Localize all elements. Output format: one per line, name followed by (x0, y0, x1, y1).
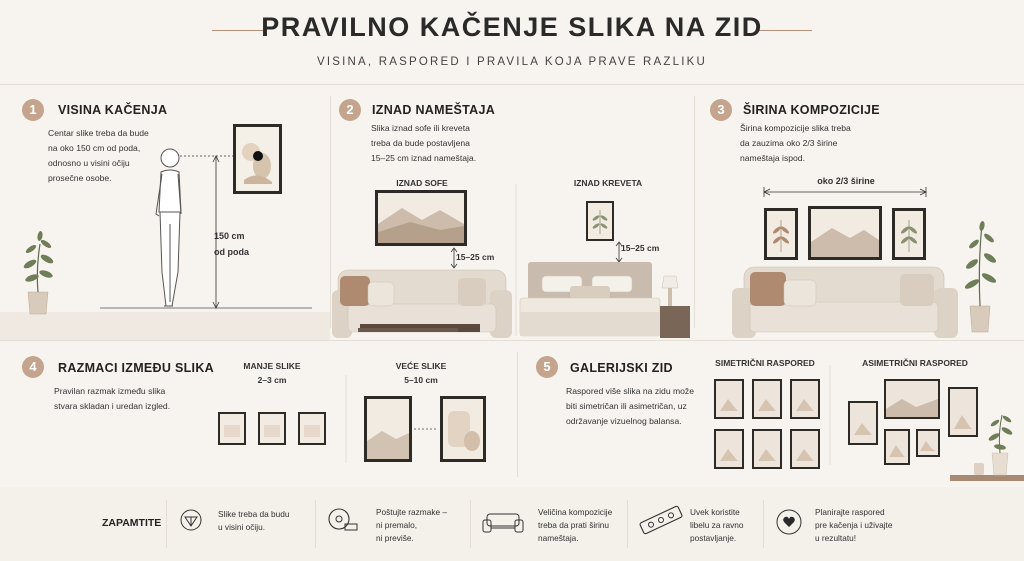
page-title: PRAVILNO KAČENJE SLIKA NA ZID (261, 12, 763, 42)
page-subtitle: VISINA, RASPORED I PRAVILA KOJA PRAVE RAZLIKU (317, 56, 707, 68)
text-line: biti simetričan ili asimetričan, uz (566, 401, 687, 411)
large-pictures-label: VEĆE SLIKE (395, 361, 447, 371)
text-line: Slike treba da budu (218, 509, 290, 519)
text-line: Veličina kompozicije (538, 507, 613, 517)
footer-divider (627, 500, 628, 548)
text-line: prosečne osobe. (48, 173, 112, 183)
asymmetric-grid (848, 379, 978, 465)
width-label: oko 2/3 širine (817, 176, 875, 186)
sofa-icon (732, 267, 958, 338)
gallery-illustration (704, 345, 1024, 475)
sofa-painting (375, 190, 467, 246)
section-number: 5 (536, 356, 558, 378)
text-line: Planirajte raspored (815, 507, 885, 517)
text-line: treba da prati širinu (538, 520, 610, 530)
small-pictures-label: MANJE SLIKE (243, 361, 301, 371)
asymmetric-label: ASIMETRIČNI RASPORED (862, 358, 968, 368)
text-line: pre kačenja i uživajte (815, 520, 893, 530)
sofa-icon (332, 270, 512, 338)
plant-icon (22, 231, 54, 314)
section-title: ŠIRINA KOMPOZICIJE (743, 103, 880, 117)
level-icon (638, 507, 684, 533)
text-line: 150 cm (214, 231, 245, 241)
tip-text (690, 506, 780, 545)
text-line: 15–25 cm iznad nameštaja. (371, 153, 477, 163)
section-number: 3 (710, 99, 732, 121)
sofa-icon (483, 510, 523, 534)
wall-art-frame (233, 124, 282, 194)
symmetric-label: SIMETRIČNI RASPORED (715, 358, 815, 368)
footer-title: ZAPAMTITE (102, 517, 162, 529)
section-number: 2 (339, 99, 361, 121)
text-line: od poda (214, 247, 249, 257)
text-line: Poštujte razmake – (376, 507, 448, 517)
text-line: odnosno u visini očiju (48, 158, 130, 168)
gap-sofa-label: 15–25 cm (456, 252, 495, 262)
person-figure (156, 149, 181, 306)
spacing-illustration (210, 345, 510, 475)
text-line: u visini očiju. (218, 522, 266, 532)
section-text (566, 384, 716, 429)
text-line: Pravilan razmak između slika (54, 386, 166, 396)
text-line: održavanje vizuelnog balansa. (566, 416, 682, 426)
section-title: RAZMACI IZMEĐU SLIKA (58, 361, 214, 375)
text-line: na oko 150 cm od poda, (48, 143, 141, 153)
bed-icon (520, 262, 660, 336)
symmetric-grid (714, 379, 820, 469)
height-illustration (0, 84, 330, 344)
footer-divider (470, 500, 471, 548)
section-text (54, 384, 214, 414)
text-line: Širina kompozicije slika treba (740, 123, 851, 133)
text-line: ni previše. (376, 533, 414, 543)
large-pictures-gap: 5–10 cm (404, 375, 438, 385)
right-frame (892, 208, 926, 260)
tip-text (218, 508, 308, 534)
col-divider-3 (517, 352, 518, 477)
composition-illustration (694, 84, 1024, 344)
bed-painting (586, 201, 614, 241)
text-line: treba da bude postavljena (371, 138, 470, 148)
text-line: stvara skladan i uredan izgled. (54, 401, 171, 411)
section-title: VISINA KAČENJA (58, 103, 168, 117)
footer-divider (166, 500, 167, 548)
text-line: Raspored više slika na zidu može (566, 386, 695, 396)
text-line: nameštaja ispod. (740, 153, 805, 163)
text-line: u rezultatu! (815, 533, 857, 543)
tip-text (538, 506, 638, 545)
footer-divider (315, 500, 316, 548)
small-pictures-gap: 2–3 cm (257, 375, 287, 385)
tape-measure-icon (327, 506, 357, 532)
section-title: IZNAD NAMEŠTAJA (372, 103, 496, 117)
text-line: libelu za ravno (690, 520, 744, 530)
text-line: nameštaja. (538, 533, 579, 543)
text-line: da zauzima oko 2/3 širine (740, 138, 838, 148)
small-frames (218, 412, 326, 445)
furniture-illustration (330, 84, 694, 344)
plant-icon (964, 221, 998, 332)
text-line: postavljanje. (690, 533, 737, 543)
eye-icon (180, 509, 202, 531)
section-number: 1 (22, 99, 44, 121)
label-above-sofa: IZNAD SOFE (396, 178, 448, 188)
section-title: GALERIJSKI ZID (570, 361, 673, 375)
gap-bed-label: 15–25 cm (621, 243, 660, 253)
section-number: 4 (22, 356, 44, 378)
heart-frame-icon (776, 509, 802, 535)
tip-text (376, 506, 466, 545)
text-line: Uvek koristite (690, 507, 740, 517)
footer-divider (763, 500, 764, 548)
left-frame (764, 208, 798, 260)
center-frame (808, 206, 882, 260)
label-above-bed: IZNAD KREVETA (573, 178, 643, 188)
tip-text (815, 506, 925, 545)
text-line: Centar slike treba da bude (48, 128, 149, 138)
large-frames (364, 396, 486, 462)
text-line: ni premalo, (376, 520, 418, 530)
text-line: Slika iznad sofe ili kreveta (371, 123, 470, 133)
